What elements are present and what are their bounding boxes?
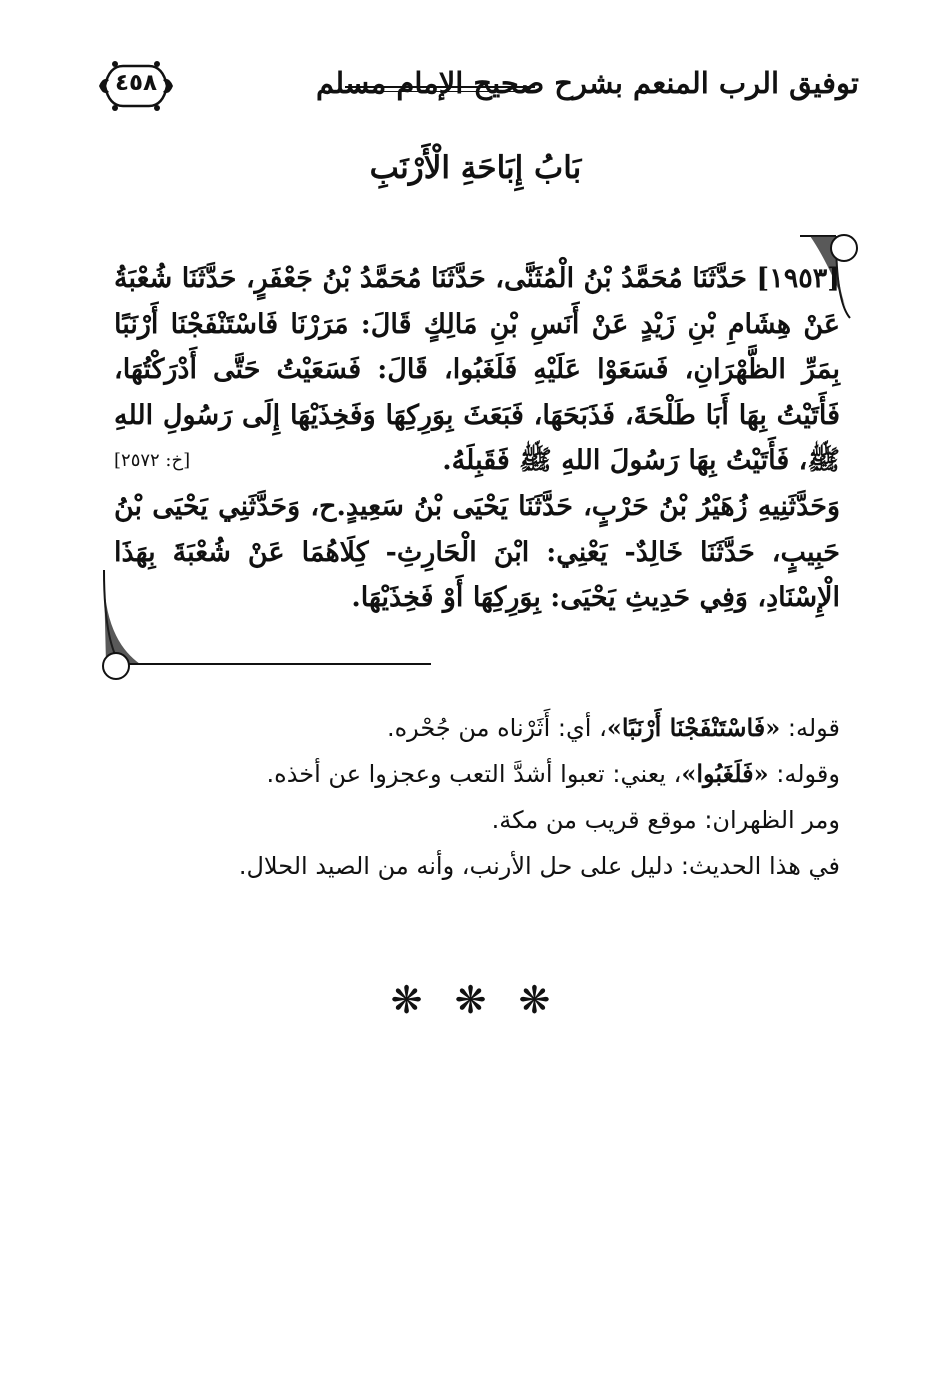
commentary-line: قوله: «فَاسْتَنْفَجْنَا أَرْنَبًا»، أي: أَثَرْناه من جُحْره. [386, 713, 840, 742]
commentary-line: وقوله: «فَلَغَبُوا»، يعني: تعبوا أشدَّ التعب وعجزوا عن أخذه. [266, 759, 840, 788]
hadith-second-chain: وَحَدَّثَنِيهِ زُهَيْرُ بْنُ حَرْبٍ، حَدَّثَنَا يَحْيَى بْنُ سَعِيدٍ.ح، وَحَدَّثَنِي يَحْيَى بْنُ حَبِيبٍ، حَدَّثَنَا خَالِدٌ- يَعْنِي: ابْنَ الْحَارِثِ- كِلَاهُمَا عَنْ شُعْبَةَ بِهَذَا الْإِسْنَادِ، وَفِي حَدِيثِ يَحْيَى: بِوَرِكِهَا أَوْ فَخِذَيْهَا. [114, 490, 840, 614]
hadith-reference: [خ: ٢٥٧٢] [114, 450, 191, 472]
chapter-title: بَابُ إِبَاحَةِ الْأَرْنَبِ [369, 150, 582, 186]
page-number: ٤٥٨ [114, 70, 158, 96]
commentary-line: في هذا الحديث: دليل على حل الأرنب، وأنه من الصيد الحلال. [238, 852, 840, 880]
page-number-badge [95, 56, 177, 116]
hadith-block [114, 256, 840, 621]
commentary [114, 705, 840, 889]
commentary-line: ومر الظهران: موقع قريب من مكة. [491, 806, 840, 834]
section-separator: ❋ ❋ ❋ [390, 978, 561, 1022]
hadith-text: [١٩٥٣] حَدَّثَنَا مُحَمَّدُ بْنُ الْمُثَنَّى، حَدَّثَنَا مُحَمَّدُ بْنُ جَعْفَرٍ، حَدَّثَنَا شُعْبَةُ عَنْ هِشَامِ بْنِ زَيْدٍ عَنْ أَنَسِ بْنِ مَالِكٍ قَالَ: مَرَرْنَا فَاسْتَنْفَجْنَا أَرْنَبًا بِمَرِّ الظَّهْرَانِ، فَسَعَوْا عَلَيْهِ فَلَغَبُوا، قَالَ: فَسَعَيْتُ حَتَّى أَدْرَكْتُهَا، فَأَتَيْتُ بِهَا أَبَا طَلْحَةَ، فَذَبَحَهَا، فَبَعَثَ بِوَرِكِهَا وَفَخِذَيْهَا إِلَى رَسُولِ اللهِ ﷺ، فَأَتَيْتُ بِهَا رَسُولَ اللهِ ﷺ فَقَبِلَهُ. [114, 263, 840, 477]
book-title: توفيق الرب المنعم بشرح صحيح الإمام مسلم [315, 66, 859, 100]
running-header [95, 56, 865, 116]
